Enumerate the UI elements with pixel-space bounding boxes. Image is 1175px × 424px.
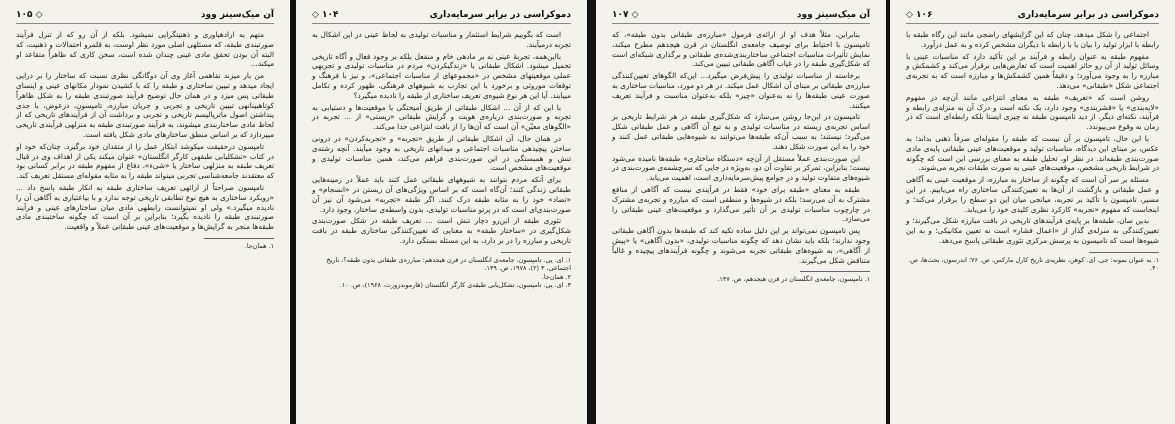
footnote-divider — [204, 238, 274, 239]
page-body — [906, 30, 1159, 246]
paragraph: متهم به ارادهباوری و ذهنیتگرایی نمیشود. بلکه از آن رو که از تنزل فرآیند صورتبندی طبقه، که مسئلهی اصلی مورد نظر اوست، به قلمرو احتمالات و ذهنیت، که البته آن بودن تحقق مادی عینی چندان شده است، سخن کاری که ظاهراً متقاعد او میکند... — [16, 30, 274, 69]
paragraph: پس تامپسون نمی‌تواند بر این دلیل ساده تکیه کند که طبقه‌ها بدون آگاهی طبقاتی وجود ندارند؛ بلکه باید نشان دهد که چگونه مناسبات تولیدی، «بدون آگاهی» یا «پیش از آگاهی»، به شیوه‌های طبقاتی تجربه می‌شوند و چگونه فرآیندهای پیچیده و غالباً متناقض شکل می‌گیرند. — [612, 226, 870, 265]
paragraph: است که بگوییم شرایط استثمار و مناسبات تولیدی به لحاظ عینی در این اشکال به تجربه درمیآیند. — [312, 30, 571, 49]
paragraph: برخاسته از مناسبات تولیدی را پیش‌فرض میگیرد... این‌که الگوهای تعیین‌کنندگی مبارزه‌ی طبقاتی بر مبنای آن اشکال عمل میکند. در هر دو مورد، مناسبات ساختاری به صورت عینی طبقه‌ها را نه به‌عنوان «چیز» بلکه به‌عنوان مناسبت و فرآیند تعریف میکنند. — [612, 71, 870, 110]
paragraph: اجتماعی را شکل میدهد، چنان که این گرایشهای راضجی مانند این رگاه طبقه با رابطه با ابزار تولید را بیان یا با رابطه با دیگران مشخص کرده و به عمل درآورد. — [906, 30, 1159, 49]
paragraph: من بار میزند تفاهمی آغاز وی آن دوگانگی نظری نسبت که ساختار را بر درایی ایجاد میدهد و تبیین ساختاری و طبقه را که با کشیدن نمودار مکانهای عینی و اینسای طبقاتی پس میزد و در همان حال توضیح فرآیند صورتبندی طبقه را به شکل ظاهراً کوتاهبینانهی تبیین تاریخی و تجربی و جریان مبارزه، تامپسون، درعوض، با جدی پنداشتن اصول ماتریالیسم تاریخی و تجربی و برداشت آن از فرآیندهای تاریخی که از لحاظ مادی ساختاربندی میشوند، به فرآیند صورتبندی طبقه به منزلهی فرآیندی تاریخی میپردازد که بر اساس منطق ساختارهای مادی شکل یافته است. — [16, 71, 274, 139]
paragraph: مسئله بر سر آن است که چگونه از ساختار به مبارزه، از موقعیت عینی به آگاهی و عمل طبقاتی و بازگشت از آن‌ها به تعیین‌کنندگی ساختاری راه می‌یابیم. در این مسیر، تامپسون با تأکید بر تجربه، میانجی میان این دو سطح را برقرار می‌کند؛ و اینجاست که مفهوم «تجربه» کارکرد نظری کلیدی خود را می‌یابد. — [906, 175, 1159, 214]
footnote: ۱. تامپسون، جامعه‌ی انگلستان در قرن هیجدهم، ص. ۱۴۷. — [717, 275, 870, 284]
paragraph: تامپسون درحقیقت میکوشد ابتکار عمل را از متقدان خود برگیرد. چنان‌که خود او در کتاب «تشکلیابی طبقهی کارگر انگلستان» عنوان میکند یکی از اهداف وی در قبال تعریف طبقه به منزلهی ساختار یا «شیء»، دفاع از مفهوم طبقه در برابر کسانی بود که معتقدند جامعه‌شناسی تجربی میتواند طبقه را به مثابه مقوله‌ای مستقل تعریف کند. — [16, 141, 274, 181]
page-number: ◇ ۱۰۴ — [312, 10, 339, 20]
running-head: آن میک‌سینز وود — [796, 10, 870, 20]
footnote: ۲. همان‌جا. — [541, 272, 571, 281]
paragraph: تامپسون صراحتاً از ارائهی تعریف ساختاری طبقه به انکار طبقه پاسخ داد ... «رویکرد ساختاری به هیچ نوع تطابقی تاریخی توجه ندارد و با بیاعتباری به آگاهی آن را نادیده میگیرد.» ولی او نمیتوانست رابطهی مادی میان ساختارهای عینی و فرآیند صورتبندی طبقه را نادیده بگیرد؛ بنابراین بر آن است که چگونه ساختبندی مادی طبقه‌ها منجر به گرایش‌ها و موقعیت‌های عینی طبقاتی عملاً و واقعیت. — [16, 182, 274, 232]
page-body — [612, 30, 870, 265]
paragraph: بااین‌همه، تجربهٔ عینی نه بر مادهی خام و منفعل بلکه بر وجود فعال و آگاه تاریخی تحمیل میشود. اشکال طبقاتی با «زندگیکردن» مردم در مناسبات تولیدی و تجربهی عملی موقعیتهای مشخص در «مجموعهای از مناسبات اجتماعی»، و نیز با فرهنگ و توقعات موروثی و برخورد با این تجارب به شیوههای فرهنگی، ظهور کرده و تکامل مییابند. آیا این هر نوع شیوه‌ی تعریف ساختاری از طبقه را نادیده میگیرد؟ — [312, 51, 571, 100]
book-gutter-center — [587, 0, 596, 424]
paragraph: بنابراین، مثلاً هدف او از ارائه‌ی فرمول «مبارزه‌ی طبقاتی بدون طبقه»، که تامپسون با احتیاط برای توصیف جامعه‌ی انگلستان در قرن هیجدهم مطرح میکند، نمایش تأثیرات مناسبات اجتماعی ساختاربندی‌شده‌ی طبقاتی و برگذاری شبکه‌ای است که شکل‌گیری طبقه را در غیاب آگاهی طبقاتی تبیین می‌کند. — [612, 30, 870, 69]
footnote-divider — [1089, 252, 1159, 253]
running-head: دموکراسی در برابر سرمایه‌داری — [1017, 10, 1159, 20]
paragraph: در همان حال، آن اشکال طبقاتی از طریق «تجربه» و «تجربه‌کردن» در درونی ساختن پیچیدهی مناسبات اجتماعی و میدانهای تاریخی به وجود میآیند. آنچه رشته‌ی تنش و همبستگی در این صورت‌بندی فراهم می‌کند، همین مناسبات تولیدی و موقعیت‌های مشخص است. — [312, 133, 571, 173]
footnote-divider — [800, 271, 870, 272]
footnotes — [312, 256, 571, 290]
paragraph: بدین سان، طبقه‌ها بر پایه‌ی فرآیندهای تاریخی در بافت مبارزه شکل می‌گیرند؛ و تعیین‌کنندگی به منزله‌ی گذار از «اعمال فشار» است نه تعیین مکانیکی؛ و به این شیوه‌ها است که تامپسون به پرسش مرکزی تئوری طبقاتی پاسخ می‌دهد. — [906, 216, 1159, 245]
running-head: دموکراسی در برابر سرمایه‌داری — [429, 10, 571, 20]
paragraph: مفهوم طبقه به عنوان رابطه و فرآیند بر این تأکید دارد که مناسبات عینی با وسائل تولید از آن رو حائز اهمیت است که تعارض‌هایی برقرار می‌کند و کشمکش و مبارزه را به وجود می‌آورد؛ و دقیقاً همین کشمکش‌ها و مبارزه است که به تجربه‌ی اجتماعی شکل «طبقاتی» می‌دهد. — [906, 51, 1159, 90]
page-body — [312, 30, 571, 246]
paragraph: با این حال، تامپسون بر آن نیست که طبقه را مقوله‌ای صرفاً ذهنی بداند؛ به ‌عکس، بر مبنای این دیدگاه، مناسبات تولید و موقعیت‌های عینی طبقاتی پایه‌ی مادی صورت‌بندی طبقه‌اند. در نظر او، تحلیل طبقه به معنای بررسی این است که چگونه در شرایط تاریخی مشخص، موقعیت‌های عینی به صورت طبقات تجربه می‌شوند. — [906, 133, 1159, 173]
paragraph: با این که از آن ... اشکال طبقاتی از طریق آمیختگی با موقعیت‌ها و دستیابی به تجربه و صورت‌بندی درباره‌ی هویت و گرایش طبقاتی «زیستی» از ... تجربه در «الگوهای معیّن» آن است که آن‌ها را از بافت انتزاعی جدا می‌کند. — [312, 102, 571, 132]
paragraph: این صورت‌بندی عملاً مستقل از آن‌چه «دستگاه ساختاری» طبقه‌ها نامیده می‌شود نیست؛ بنابراین، تمرکز بر تفاوت آن دو، به‌ویژه در جایی که سرچشمه‌ی صورت‌بندی در شیوه‌های متفاوت تولید و در جوامع پیش‌سرمایه‌داری است، اهمیت می‌یابد. — [612, 153, 870, 183]
footnote: ۳. ای. پی. تامپسون، تشکل‌یابی طبقه‌ی کارگر انگلستان (هارموندزورث، ۱۹۶۸)، ص. ۱۰. — [339, 280, 571, 289]
paragraph: طبقه به معنای «طبقه برای خود» فقط در فرآیندی نیست که آگاهی از منافع مشترک به آن می‌رسد؛ بلکه در شیوه‌ها و منطقی است که مبارزه و تجربه‌ی مشترک در چارچوب مناسبات تولیدی بر آن تأثیر می‌گذارد و موقعیت‌های عینی طبقاتی را می‌سازد. — [612, 184, 870, 224]
page-header — [312, 10, 571, 24]
paragraph: تئوری طبقه از این‌رو دچار تنش است ... تعریف طبقه در شکل صورت‌بندی شکل‌گیری در «ساختار طبقه» به معنایی که تعیین‌کنندگی ساختاری طبقه در بافت تاریخی و مبارزه را در بر دارد، به این مسئله بستگی دارد. — [312, 216, 571, 245]
running-head: آن میک‌سینز وود — [200, 10, 274, 20]
page-number: ◇ ۱۰۶ — [906, 10, 933, 20]
paragraph: تامپسون در این‌جا روشن می‌سازد که شکل‌گیری طبقه در هر شرایط تاریخی بر اساس تجربه‌ی زیسته در مناسبات تولیدی و به تبع آن آگاهی و عمل طبقاتی شکل می‌گیرد؛ نیستند؛ به سبب آن‌که طبقه‌ها می‌توانند به شیوه‌هایی طبقاتی عمل کنند و خود را به این صورت شکل دهند. — [612, 112, 870, 151]
page-number: ۱۰۷ ◇ — [612, 10, 639, 20]
footnote: ۱. همان‌جا. — [244, 241, 274, 250]
page-header — [16, 10, 274, 24]
paragraph: برای آنکه مردم بتوانند به شیوههای طبقاتی عمل کنند باید عملاً در زمینه‌هایی طبقاتی زندگی کنند؛ آن‌گاه است که بر اساس ویژگی‌های آن زیستن در «انسجام» و «تضاد» خود را به مثابه طبقه درک کنند. اگر طبقه «تجربه» می‌شود آن نیز آن صورت‌بندی‌ای است که در پرتو مناسبات تولیدی، بدون واسطه‌ی ساختار، وجود دارد. — [312, 175, 571, 214]
page-header — [612, 10, 870, 24]
scanned-page-107 — [596, 0, 886, 424]
footnotes — [16, 242, 274, 250]
footnote: ۱. به عنوان نمونه: جی. ای. کوهن، نظریه‌ی تاریخ کارل مارکس، ص. ۷۶؛ اندرسون، بحث‌ها، ص. ۴۰. — [908, 255, 1159, 273]
scanned-page-106 — [890, 0, 1175, 424]
footnotes — [612, 275, 870, 283]
footnote: ۱. ای. پی. تامپسون، جامعه‌ی انگلستان در قرن هیجدهم: مبارزه‌ی طبقاتی بدون طبقه؟، تاریخ اجتماعی، ۳ (۲)، ۱۹۷۸، ص. ۱۴۹. — [326, 255, 571, 273]
footnote-divider — [501, 252, 571, 253]
page-number: ۱۰۵ ◇ — [16, 10, 43, 20]
paragraph: روشن است که «تعریف» طبقه به معنای انتزاعی مانند آن‌چه در مفهوم «لایه‌بندی» یا «قشربندی» وجود دارد، یک نکته است و درک آن به منزله‌ی رابطه و فرآیند، نکته‌ای دیگر. از دید تامپسون طبقه نه چیزی ایستا بلکه رابطه‌ای است که در زمان به وقوع می‌پیوندد. — [906, 92, 1159, 132]
scanned-page-104 — [296, 0, 587, 424]
page-body — [16, 30, 274, 232]
scanned-page-105 — [0, 0, 290, 424]
page-header — [906, 10, 1159, 24]
footnotes — [906, 256, 1159, 273]
